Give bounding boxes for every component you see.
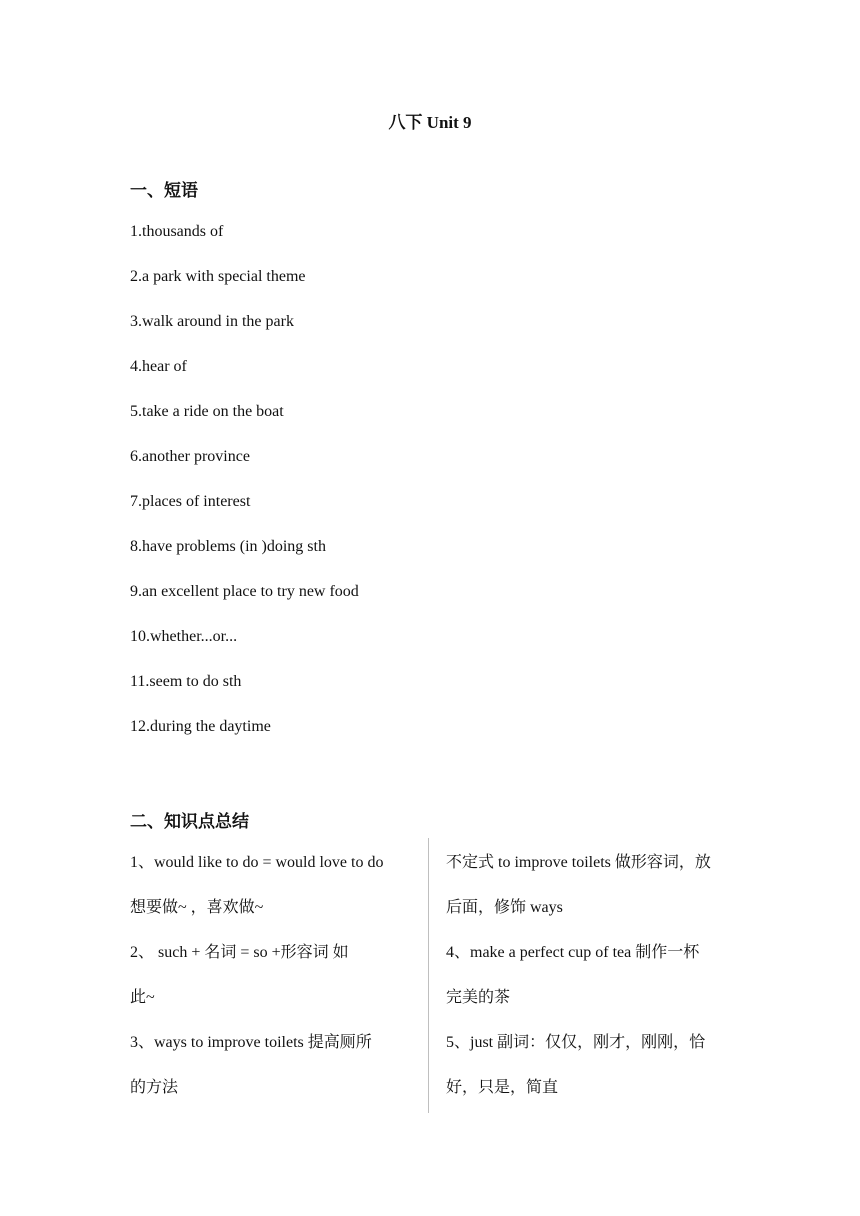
note-5-line-1: 5、just 副词：仅仅，刚才，刚刚，恰: [446, 1034, 706, 1051]
note-4-phrase: 4、make a perfect cup of tea: [446, 944, 632, 961]
phrase-item: 7.places of interest: [130, 493, 251, 510]
phrase-item: 3.walk around in the park: [130, 313, 294, 330]
note-1-line-2: 想要做~ ，喜欢做~: [130, 899, 264, 916]
phrase-item: 1.thousands of: [130, 223, 224, 240]
note-5-line-2: 好，只是，简直: [446, 1079, 559, 1096]
note-2-line-2: 此~: [130, 989, 155, 1006]
phrase-list: [130, 221, 359, 761]
note-2-so: = so +形容词: [240, 944, 329, 961]
knowledge-right-column: [446, 840, 734, 1110]
note-2-such: such + 名词: [158, 944, 237, 961]
knowledge-left-column: [130, 840, 415, 1110]
note-4-line-2: 完美的茶: [446, 989, 511, 1006]
phrase-item: 2.a park with special theme: [130, 268, 306, 285]
note-4-line-1: [446, 930, 734, 975]
phrase-item: 4.hear of: [130, 358, 187, 375]
note-2-line-1: [130, 930, 415, 975]
phrase-item: 10.whether...or...: [130, 628, 238, 645]
phrase-item: 12.during the daytime: [130, 718, 271, 735]
document-title: 八下 Unit 9: [388, 113, 472, 132]
note-2-number: 2、: [130, 944, 155, 961]
phrase-item: 9.an excellent place to try new food: [130, 583, 359, 600]
note-3-improve: to improve toilets: [190, 1034, 304, 1051]
phrase-item: 8.have problems (in )doing sth: [130, 538, 326, 555]
note-3-ways: 3、ways: [130, 1034, 187, 1051]
note-infinitive-line-2: 后面，修饰 ways: [446, 899, 563, 916]
phrase-item: 5.take a ride on the boat: [130, 403, 284, 420]
section-heading-phrases: 一、短语: [130, 181, 198, 201]
note-2-ru: 如: [332, 944, 349, 961]
note-1-line-1: 1、would like to do = would love to do: [130, 854, 384, 871]
phrase-item: 6.another province: [130, 448, 250, 465]
column-divider: [428, 838, 429, 1113]
note-4-meaning: 制作一杯: [635, 944, 700, 961]
phrase-item: 11.seem to do sth: [130, 673, 242, 690]
note-3-meaning: 提高厕所: [307, 1034, 372, 1051]
note-infinitive-line-1: 不定式 to improve toilets 做形容词，放: [446, 854, 711, 871]
section-heading-knowledge: 二、知识点总结: [130, 812, 249, 832]
note-3-line-1: [130, 1020, 415, 1065]
note-3-line-2: 的方法: [130, 1079, 179, 1096]
